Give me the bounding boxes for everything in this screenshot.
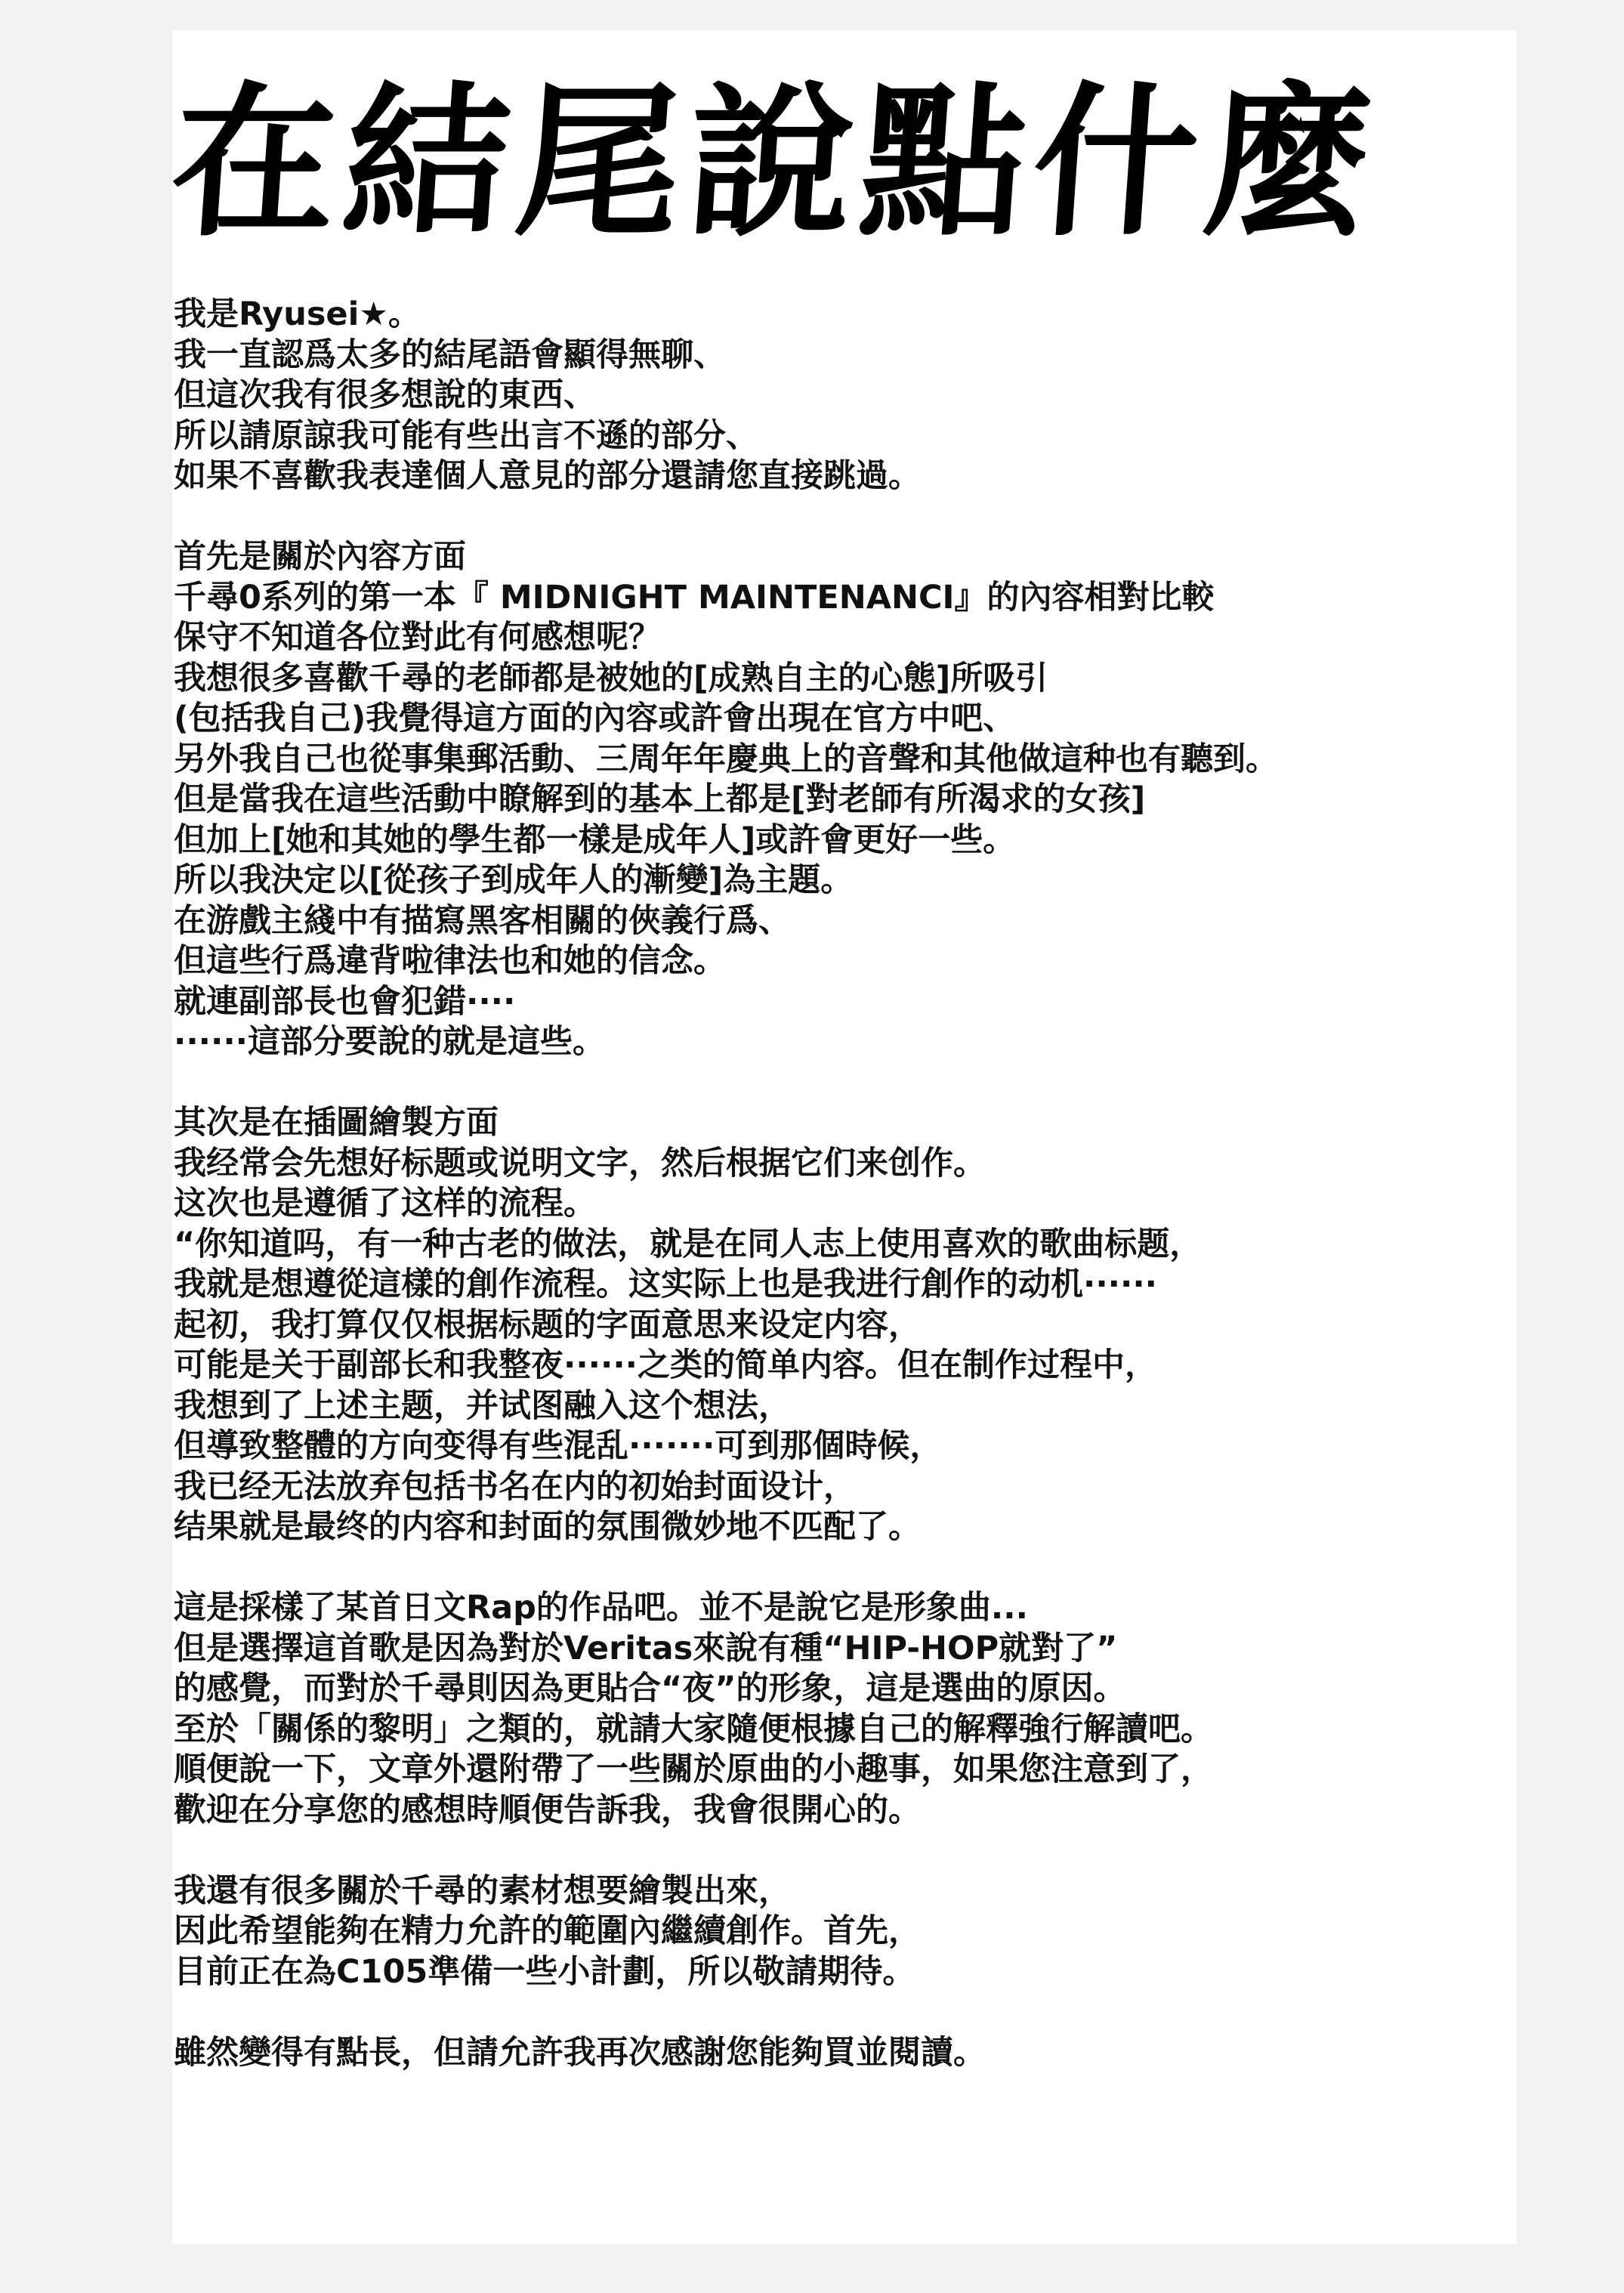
- text-line: 我经常会先想好标题或说明文字，然后根据它们来创作。: [174, 1144, 986, 1182]
- paragraph: [174, 2033, 1533, 2074]
- text-line: 首先是關於內容方面: [174, 538, 466, 576]
- text-line: 我還有很多關於千尋的素材想要繪製出來，: [174, 1871, 791, 1910]
- text-line: 我就是想遵從這樣的創作流程。这实际上也是我进行創作的动机······: [174, 1265, 1158, 1303]
- text-line: 歡迎在分享您的感想時順便告訴我，我會很開心的。: [174, 1791, 921, 1829]
- paragraph: [174, 1588, 1533, 1831]
- text-line: 就連副部長也會犯錯····: [174, 982, 516, 1021]
- text-line: 可能是关于副部长和我整夜······之类的简单内容。但在制作过程中，: [174, 1346, 1158, 1384]
- text-line: 但是當我在這些活動中瞭解到的基本上都是[對老師有所渴求的女孩]: [174, 780, 1146, 818]
- paragraph: [174, 537, 1533, 1063]
- text-line: 结果就是最终的内容和封面的氛围微妙地不匹配了。: [174, 1508, 921, 1546]
- text-line: ······這部分要說的就是這些。: [174, 1023, 606, 1061]
- text-line: 我是Ryusei★。: [174, 295, 421, 333]
- text-line: 我想到了上述主题，并试图融入这个想法，: [174, 1386, 791, 1425]
- afterword-body: [174, 295, 1533, 2114]
- text-line: 因此希望能夠在精力允許的範圍內繼續創作。首先，: [174, 1912, 921, 1950]
- text-line: 另外我自己也從事集郵活動、三周年年慶典上的音聲和其他做這种也有聽到。: [174, 740, 1278, 778]
- paragraph: [174, 1103, 1533, 1548]
- text-line: 所以我決定以[從孩子到成年人的漸變]為主題。: [174, 861, 854, 899]
- text-line: “你知道吗，有一种古老的做法，就是在同人志上使用喜欢的歌曲标题，: [174, 1225, 1203, 1263]
- text-line: 我已经无法放弃包括书名在内的初始封面设计，: [174, 1467, 856, 1506]
- text-line: 在游戲主綫中有描寫黑客相關的俠義行爲、: [174, 901, 791, 940]
- text-line: 順便說一下，文章外還附帶了一些關於原曲的小趣事，如果您注意到了，: [174, 1751, 1213, 1788]
- paragraph: [174, 295, 1533, 497]
- text-line: 但這些行爲違背啦律法也和她的信念。: [174, 942, 726, 980]
- text-line: 其次是在插圖繪製方面: [174, 1104, 499, 1142]
- text-line: 至於「關係的黎明」之類的，就請大家隨便根據自己的解釋強行解讀吧。: [174, 1710, 1213, 1748]
- text-line: 千尋0系列的第一本『 MIDNIGHT MAINTENANCI』的內容相對比較: [174, 578, 1215, 617]
- text-line: 我一直認爲太多的結尾語會顯得無聊、: [174, 335, 726, 374]
- text-line: 如果不喜歡我表達個人意見的部分還請您直接跳過。: [174, 457, 921, 495]
- text-line: 目前正在為C105準備一些小計劃，所以敬請期待。: [174, 1952, 915, 1991]
- text-line: 但加上[她和其她的學生都一樣是成年人]或許會更好一些。: [174, 820, 1016, 859]
- text-line: 但是選擇這首歌是因為對於Veritas來說有種“HIP-HOP就對了”: [174, 1629, 1118, 1667]
- text-line: 所以請原諒我可能有些出言不遜的部分、: [174, 416, 758, 455]
- paragraph: [174, 1871, 1533, 1993]
- text-line: 雖然變得有點長，但請允許我再次感謝您能夠買並閱讀。: [174, 2033, 986, 2072]
- text-line: 這是採樣了某首日文Rap的作品吧。並不是說它是形象曲...: [174, 1589, 1028, 1627]
- text-line: 这次也是遵循了这样的流程。: [174, 1185, 596, 1222]
- text-line: 起初，我打算仅仅根据标题的字面意思来设定内容，: [174, 1306, 921, 1344]
- text-line: 我想很多喜歡千尋的老師都是被她的[成熟自主的心態]所吸引: [174, 659, 1048, 697]
- text-line: 但導致整體的方向变得有些混乱·······可到那個時候，: [174, 1427, 943, 1465]
- text-line: 但這次我有很多想說的東西、: [174, 376, 596, 414]
- text-line: 保守不知道各位對此有何感想呢？: [174, 619, 661, 657]
- text-line: 的感覺，而對於千尋則因為更貼合“夜”的形象，這是選曲的原因。: [174, 1670, 1126, 1707]
- text-line: (包括我自己)我覺得這方面的內容或許會出現在官方中吧、: [174, 700, 1016, 737]
- page-title: 在結尾說點什麼: [165, 66, 1385, 259]
